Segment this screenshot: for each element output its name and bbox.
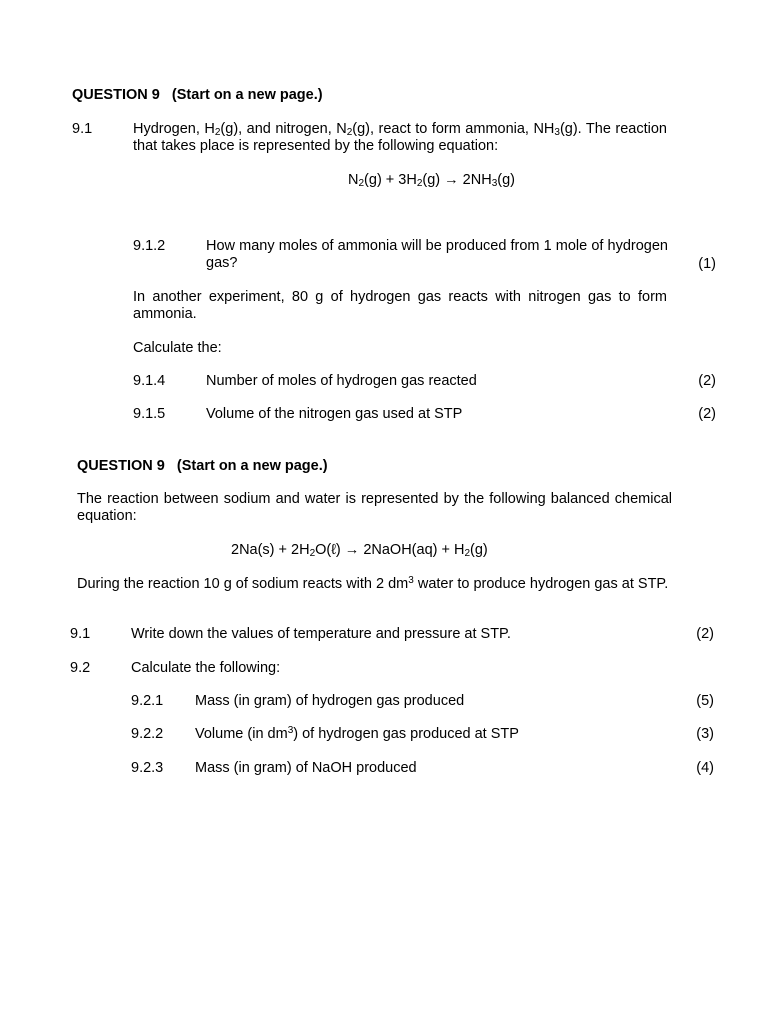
question-number: 9.2.3 <box>131 760 164 776</box>
question-text: Hydrogen, $H_2(g)$, and nitrogen, $N_2(g)$, react to form ammonia, $NH_3(g)$. The reaction that takes place is represented by the following equation: <box>133 121 667 154</box>
question-number: 9.2.2 <box>131 726 164 742</box>
question-text: Mass (in gram) of NaOH produced <box>195 760 417 776</box>
paragraph-text: Calculate the: <box>133 340 222 356</box>
paragraph-text: During the reaction 10 g of sodium reacts with 2 $dm^3$ water to produce hydrogen gas at STP. <box>77 575 669 592</box>
question-text: Write down the values of temperature and pressure at STP. <box>131 626 511 642</box>
question-text: Volume of the nitrogen gas used at STP <box>206 406 463 422</box>
marks-label: (2) <box>698 373 716 389</box>
chemical-equation: $N_2(g) + 3H_2(g) \to 2NH_3(g)$ <box>348 172 515 189</box>
chemical-equation: $2Na(s) + 2H_2O(\ell)$ → 2NaOH(aq) + $H_2(g)$ <box>231 542 488 559</box>
marks-label: (5) <box>696 693 714 709</box>
marks-label: (1) <box>698 256 716 272</box>
question-number: 9.1.2 <box>133 238 166 254</box>
question-title: QUESTION 9 <box>77 458 165 474</box>
marks-label: (3) <box>696 726 714 742</box>
question-text: Mass (in gram) of hydrogen gas produced <box>195 693 465 709</box>
question-text: Calculate the following: <box>131 660 281 676</box>
question-text: How many moles of ammonia will be produced from 1 mole of hydrogen gas? <box>206 238 668 271</box>
question-heading <box>77 458 328 475</box>
paragraph-text: The reaction between sodium and water is represented by the following balanced chemical equation: <box>77 491 672 524</box>
question-number: 9.1 <box>70 626 91 642</box>
question-heading <box>72 87 323 104</box>
question-note: (Start on a new page.) <box>171 87 323 103</box>
question-text: Volume (in $dm^3$) of hydrogen gas produced at STP <box>195 725 519 742</box>
question-number: 9.2.1 <box>131 693 164 709</box>
question-number: 9.1 <box>72 121 93 137</box>
marks-label: (2) <box>696 626 714 642</box>
paragraph-text: In another experiment, 80 g of hydrogen gas reacts with nitrogen gas to form ammonia. <box>133 289 667 322</box>
marks-label: (4) <box>696 760 714 776</box>
question-number: 9.1.4 <box>133 373 166 389</box>
question-number: 9.2 <box>70 660 91 676</box>
question-number: 9.1.5 <box>133 406 166 422</box>
question-title: QUESTION 9 <box>72 87 160 103</box>
question-text: Number of moles of hydrogen gas reacted <box>206 373 477 389</box>
marks-label: (2) <box>698 406 716 422</box>
question-note: (Start on a new page.) <box>176 458 328 474</box>
